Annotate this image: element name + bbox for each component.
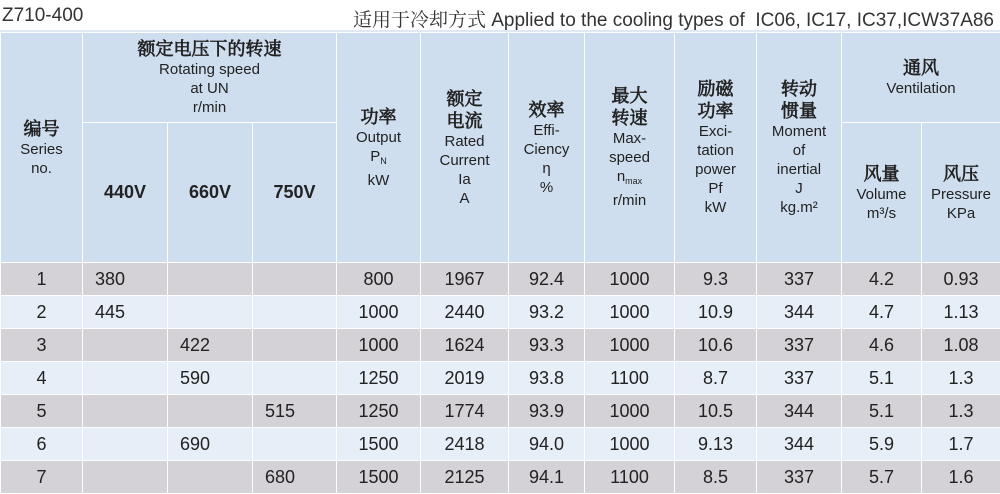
cell-current: 2418 — [421, 428, 509, 461]
table-row — [1, 263, 1000, 296]
current-label-zh2: 电流 — [421, 110, 508, 132]
header-max-speed — [585, 33, 675, 263]
cell-speed-660v — [168, 461, 253, 494]
cooling-label-en: Applied to the cooling types of — [491, 10, 745, 31]
cell-speed-440v — [83, 395, 168, 428]
table-row — [1, 395, 1000, 428]
cell-pressure: 1.08 — [922, 329, 1000, 362]
model-number: Z710-400 — [2, 5, 83, 27]
cell-current: 2019 — [421, 362, 509, 395]
mom-label-zh2: 惯量 — [757, 100, 841, 122]
cell-series-no: 4 — [1, 362, 83, 395]
cell-max-speed: 1100 — [585, 461, 675, 494]
series-label-no: no. — [1, 159, 82, 178]
header-efficiency — [509, 33, 585, 263]
cell-series-no: 6 — [1, 428, 83, 461]
cell-speed-750v — [253, 296, 337, 329]
max-label-zh2: 转速 — [585, 107, 674, 129]
max-label-zh1: 最大 — [585, 85, 674, 107]
cell-speed-440v — [83, 329, 168, 362]
eff-symbol: η — [509, 159, 584, 178]
cell-efficiency: 92.4 — [509, 263, 585, 296]
cell-series-no: 1 — [1, 263, 83, 296]
cell-volume: 5.9 — [842, 428, 922, 461]
cell-pressure: 0.93 — [922, 263, 1000, 296]
volt-660-label: 660V — [189, 182, 231, 202]
cell-speed-440v: 380 — [83, 263, 168, 296]
table-row — [1, 296, 1000, 329]
vol-label-zh: 风量 — [842, 163, 921, 185]
header-750v — [253, 123, 337, 263]
cell-speed-660v: 590 — [168, 362, 253, 395]
max-symbol-main: n — [617, 168, 625, 185]
cell-speed-660v — [168, 263, 253, 296]
output-label-en: Output — [337, 128, 420, 147]
pres-label-zh: 风压 — [922, 163, 1000, 185]
eff-label-en2: Ciency — [509, 140, 584, 159]
cell-moment: 344 — [757, 428, 842, 461]
header-volume — [842, 123, 922, 263]
output-label-zh: 功率 — [337, 106, 420, 128]
cell-speed-750v: 515 — [253, 395, 337, 428]
header-rotating-speed — [83, 33, 337, 123]
cell-speed-750v — [253, 428, 337, 461]
cell-excitation: 9.13 — [675, 428, 757, 461]
exc-unit: kW — [675, 198, 756, 217]
pres-unit: KPa — [922, 204, 1000, 223]
table-row — [1, 428, 1000, 461]
header-rated-current — [421, 33, 509, 263]
cell-max-speed: 1000 — [585, 395, 675, 428]
vent-label-zh: 通风 — [842, 57, 1000, 79]
cell-output: 1250 — [337, 395, 421, 428]
vent-label-en: Ventilation — [842, 79, 1000, 98]
max-symbol — [585, 167, 674, 191]
max-label-en2: speed — [585, 148, 674, 167]
cell-series-no: 5 — [1, 395, 83, 428]
cell-efficiency: 94.0 — [509, 428, 585, 461]
vol-unit: m³/s — [842, 204, 921, 223]
cell-current: 2440 — [421, 296, 509, 329]
cell-speed-750v: 680 — [253, 461, 337, 494]
cell-max-speed: 1100 — [585, 362, 675, 395]
cell-series-no: 3 — [1, 329, 83, 362]
cell-efficiency: 93.3 — [509, 329, 585, 362]
cell-moment: 337 — [757, 263, 842, 296]
cell-moment: 337 — [757, 329, 842, 362]
cell-volume: 5.7 — [842, 461, 922, 494]
series-label-zh: 编号 — [1, 118, 82, 140]
exc-label-en3: power — [675, 160, 756, 179]
cell-efficiency: 93.9 — [509, 395, 585, 428]
cell-efficiency: 94.1 — [509, 461, 585, 494]
output-symbol-sub: N — [380, 156, 387, 166]
cell-speed-440v: 445 — [83, 296, 168, 329]
cell-output: 800 — [337, 263, 421, 296]
current-label-en1: Rated — [421, 132, 508, 151]
cell-pressure: 1.3 — [922, 395, 1000, 428]
cell-excitation: 10.9 — [675, 296, 757, 329]
header-output — [337, 33, 421, 263]
cell-speed-440v — [83, 362, 168, 395]
cell-volume: 5.1 — [842, 362, 922, 395]
cell-speed-440v — [83, 428, 168, 461]
eff-unit: % — [509, 178, 584, 197]
cell-excitation: 9.3 — [675, 263, 757, 296]
table-row — [1, 329, 1000, 362]
mom-label-en1: Moment — [757, 122, 841, 141]
exc-symbol: Pf — [675, 179, 756, 198]
mom-label-en3: inertial — [757, 160, 841, 179]
cell-output: 1500 — [337, 428, 421, 461]
output-symbol-main: P — [370, 148, 380, 165]
current-label-zh1: 额定 — [421, 88, 508, 110]
volt-440-label: 440V — [104, 182, 146, 202]
table-row — [1, 362, 1000, 395]
cell-speed-750v — [253, 362, 337, 395]
cell-efficiency: 93.8 — [509, 362, 585, 395]
exc-label-en1: Exci- — [675, 122, 756, 141]
current-unit: A — [421, 189, 508, 208]
speed-label-en: Rotating speed — [83, 60, 336, 79]
cell-current: 1967 — [421, 263, 509, 296]
vol-label-en: Volume — [842, 185, 921, 204]
series-label-en: Series — [1, 140, 82, 159]
cell-excitation: 8.5 — [675, 461, 757, 494]
cell-speed-660v — [168, 296, 253, 329]
cell-series-no: 7 — [1, 461, 83, 494]
cell-current: 1774 — [421, 395, 509, 428]
cell-volume: 5.1 — [842, 395, 922, 428]
eff-label-en1: Effi- — [509, 121, 584, 140]
current-label-en2: Current — [421, 151, 508, 170]
cell-series-no: 2 — [1, 296, 83, 329]
exc-label-en2: tation — [675, 141, 756, 160]
cooling-label-zh: 适用于冷却方式 — [353, 10, 486, 31]
header-pressure — [922, 123, 1000, 263]
eff-label-zh: 效率 — [509, 99, 584, 121]
header-440v — [83, 123, 168, 263]
cell-volume: 4.2 — [842, 263, 922, 296]
max-label-en1: Max- — [585, 129, 674, 148]
cell-max-speed: 1000 — [585, 329, 675, 362]
header-660v — [168, 123, 253, 263]
cell-speed-440v — [83, 461, 168, 494]
cell-max-speed: 1000 — [585, 263, 675, 296]
cell-output: 1000 — [337, 329, 421, 362]
cell-current: 2125 — [421, 461, 509, 494]
cell-max-speed: 1000 — [585, 428, 675, 461]
cell-volume: 4.6 — [842, 329, 922, 362]
cell-pressure: 1.3 — [922, 362, 1000, 395]
cell-output: 1500 — [337, 461, 421, 494]
mom-label-en2: of — [757, 141, 841, 160]
cell-output: 1250 — [337, 362, 421, 395]
cell-excitation: 10.5 — [675, 395, 757, 428]
cell-moment: 344 — [757, 296, 842, 329]
speed-label-zh: 额定电压下的转速 — [83, 38, 336, 60]
cell-volume: 4.7 — [842, 296, 922, 329]
speed-label-un: at UN — [83, 79, 336, 98]
current-symbol: Ia — [421, 170, 508, 189]
volt-750-label: 750V — [273, 182, 315, 202]
pres-label-en: Pressure — [922, 185, 1000, 204]
output-unit: kW — [337, 171, 420, 190]
spec-table — [0, 32, 1000, 494]
mom-symbol: J — [757, 179, 841, 198]
cell-speed-660v: 690 — [168, 428, 253, 461]
cell-current: 1624 — [421, 329, 509, 362]
header-moment-of-inertia — [757, 33, 842, 263]
cooling-types-list: IC06, IC17, IC37,ICW37A86 — [755, 10, 994, 31]
mom-unit: kg.m² — [757, 198, 841, 217]
exc-label-zh1: 励磁 — [675, 78, 756, 100]
cell-moment: 344 — [757, 395, 842, 428]
max-symbol-sub: max — [625, 176, 642, 186]
cell-pressure: 1.6 — [922, 461, 1000, 494]
cell-max-speed: 1000 — [585, 296, 675, 329]
cell-speed-660v: 422 — [168, 329, 253, 362]
cooling-types-caption — [353, 5, 994, 32]
spec-table-container — [0, 32, 1000, 490]
cell-speed-750v — [253, 263, 337, 296]
cell-output: 1000 — [337, 296, 421, 329]
cell-pressure: 1.7 — [922, 428, 1000, 461]
cell-speed-660v — [168, 395, 253, 428]
cell-excitation: 10.6 — [675, 329, 757, 362]
header-excitation-power — [675, 33, 757, 263]
cell-moment: 337 — [757, 362, 842, 395]
cell-pressure: 1.13 — [922, 296, 1000, 329]
cell-speed-750v — [253, 329, 337, 362]
mom-label-zh1: 转动 — [757, 78, 841, 100]
cell-moment: 337 — [757, 461, 842, 494]
output-symbol — [337, 147, 420, 171]
speed-label-unit: r/min — [83, 98, 336, 117]
max-unit: r/min — [585, 191, 674, 210]
header-series — [1, 33, 83, 263]
cell-excitation: 8.7 — [675, 362, 757, 395]
exc-label-zh2: 功率 — [675, 100, 756, 122]
header-ventilation — [842, 33, 1000, 123]
cell-efficiency: 93.2 — [509, 296, 585, 329]
title-bar — [0, 0, 1000, 30]
table-row — [1, 461, 1000, 494]
